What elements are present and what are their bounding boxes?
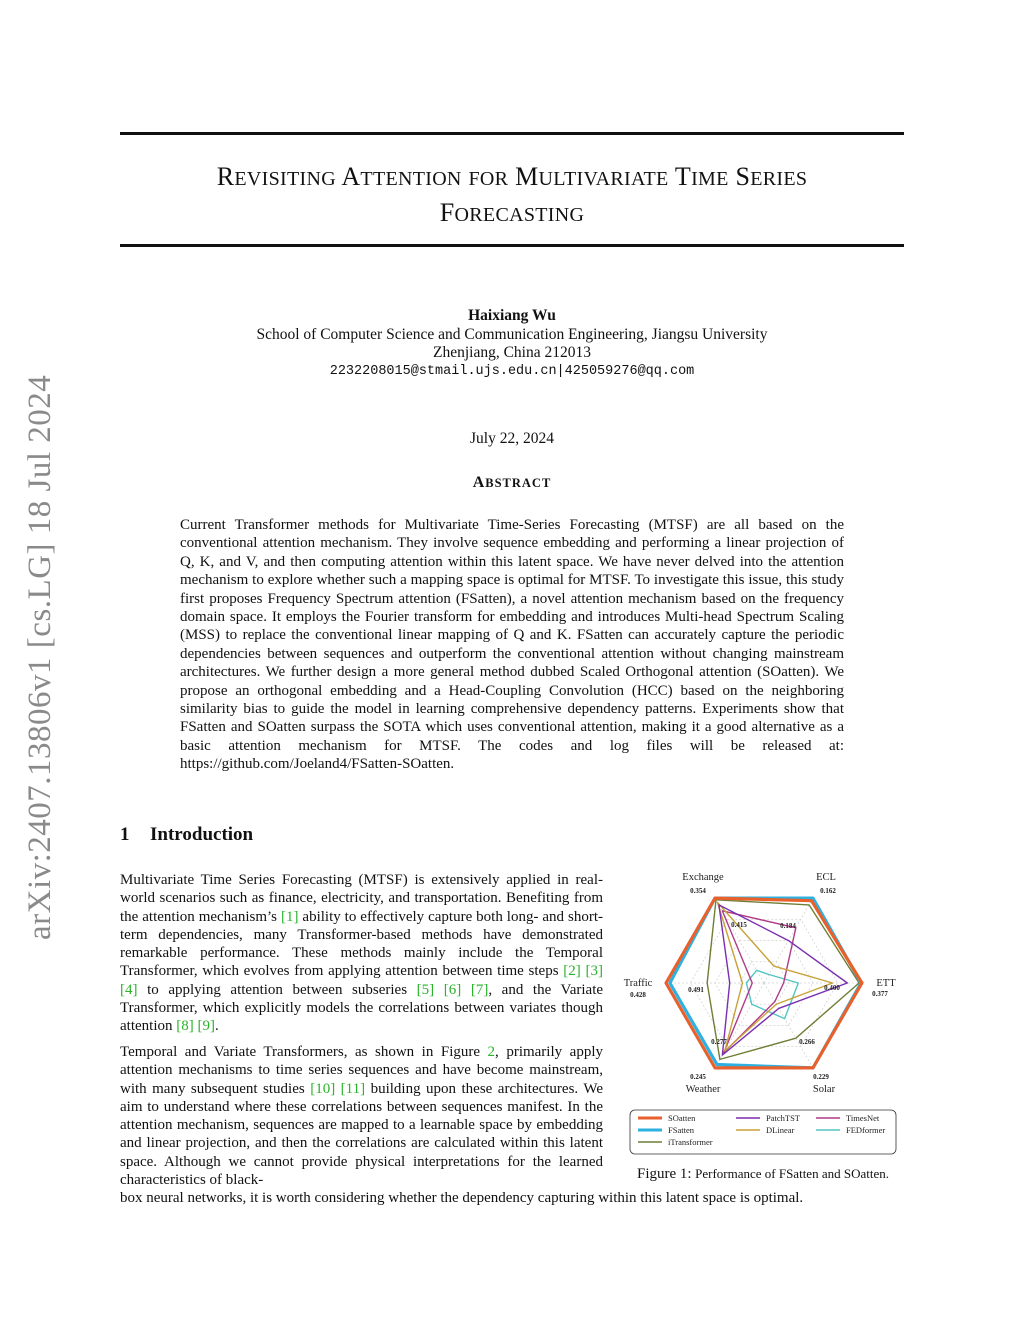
paragraph-text [434, 982, 444, 998]
axis-value-label: 0.377 [872, 990, 888, 998]
axis-label-exchange: Exchange [682, 872, 724, 883]
title-word: REVISITING [216, 162, 336, 191]
title-word: TIME [674, 162, 729, 191]
author-emails[interactable]: 2232208015@stmail.ujs.edu.cn|425059276@qq.com [329, 364, 695, 379]
paper-title [120, 160, 904, 232]
axis-value-label: 0.277 [711, 1038, 727, 1046]
paragraph-text: Temporal and Variate Transformers, as shown in Figure [120, 1044, 488, 1060]
radar-chart-figure [618, 866, 908, 1156]
axis-value-label: 0.415 [731, 921, 747, 929]
paragraph-text [461, 982, 471, 998]
section-heading-introduction [120, 824, 253, 846]
abstract-heading [120, 474, 904, 492]
citation-link[interactable]: [8] [176, 1018, 194, 1035]
legend-label: PatchTST [766, 1113, 800, 1123]
abstract-heading-rest: BSTRACT [485, 476, 552, 490]
axis-label-weather: Weather [685, 1084, 721, 1095]
legend-label: TimesNet [846, 1113, 880, 1123]
title-top-rule [120, 132, 904, 135]
axis-value-label: 0.491 [688, 986, 704, 994]
paragraph-text: to applying attention between subseries [137, 981, 417, 998]
arxiv-identifier-stamp[interactable]: arXiv:2407.13806v1 [cs.LG] 18 Jul 2024 [22, 374, 58, 940]
abstract-heading-initial: A [472, 474, 486, 491]
intro-paragraph-1 [120, 871, 603, 1036]
figure-caption-text: Performance of FSatten and SOatten. [695, 1166, 889, 1181]
axis-value-label: 0.266 [799, 1038, 815, 1046]
citation-link[interactable]: [6] [443, 981, 462, 998]
citation-link[interactable]: 2 [487, 1044, 496, 1060]
legend-label: SOatten [668, 1113, 696, 1123]
citation-link[interactable]: [10] [310, 1080, 336, 1097]
legend-label: DLinear [766, 1125, 795, 1135]
series-line-timesnet [722, 911, 796, 1053]
axis-value-label: 0.229 [813, 1073, 829, 1081]
author-name: Haixiang Wu [468, 307, 556, 324]
citation-link[interactable]: [7] [470, 981, 489, 998]
section-title: Introduction [150, 824, 254, 845]
affiliation-line-2: Zhenjiang, China 212013 [433, 344, 591, 361]
paragraph-text: , primarily apply attention mechanisms to time series sequences and have become mainstream, with many subsequent studies [120, 1044, 603, 1097]
intro-paragraph-2-tail: box neural networks, it is worth considering whether the dependency capturing within this latent space is optimal. [120, 1190, 804, 1206]
title-word: FOR [468, 168, 509, 190]
affiliation-line-1: School of Computer Science and Communication Engineering, Jiangsu University [256, 326, 768, 343]
citation-link[interactable]: [11] [340, 1080, 366, 1097]
paragraph-text: building upon these architectures. We aim to understand where these correlations between sequences manifest. In the attention mechanism, sequences are mapped to a learnable space by embedding and linear projection, and then the correlations are calculated within this latent space. Although we cannot provide physical interpretations for the learned characteristics of black- [120, 1080, 603, 1189]
figure-caption [618, 1166, 908, 1183]
title-word: FORECASTING [439, 198, 585, 227]
axis-value-label: 0.184 [780, 922, 796, 930]
axis-label-solar: Solar [812, 1084, 836, 1095]
citation-link[interactable]: [1] [280, 908, 299, 925]
paragraph-text: . [215, 1018, 219, 1035]
title-word: MULTIVARIATE [515, 162, 669, 191]
paragraph-text: , and the Variate Transformer, which explicitly models the correlations between variates though attention [120, 981, 604, 1035]
legend-label: iTransformer [668, 1137, 713, 1147]
title-word: SERIES [735, 162, 808, 191]
paper-date: July 22, 2024 [470, 430, 554, 447]
citation-link[interactable]: [3] [585, 963, 603, 980]
citation-link[interactable]: [9] [197, 1018, 215, 1035]
citation-link[interactable]: [2] [563, 963, 581, 980]
paragraph-text: Multivariate Time Series Forecasting (MTSF) is extensively applied in real-world scenarios such as finance, electricity, and transportation. Benefiting from the attention mechanism’s [120, 872, 603, 925]
abstract-body: Current Transformer methods for Multivariate Time-Series Forecasting (MTSF) are all based on the conventional attention mechanism. They involve sequence embedding and performing a linear projection of Q, K, and V, and then computing attention within this latent space. We have never delved into the attention mechanism to explore whether such a mapping space is optimal for MTSF. To investigate this issue, this study first proposes Frequency Spectrum attention (FSatten), a novel attention mechanism based on the frequency domain space. It employs the Fourier transform for embedding and introduces Multi-head Spectrum Scaling (MSS) to replace the conventional linear mapping of Q and K. FSatten can accurately capture the periodic dependencies between sequences and outperform the conventional attention without changing mainstream architectures. We further design a more general method dubbed Scaled Orthogonal attention (SOatten). We propose an orthogonal embedding and a Head-Coupling Convolution (HCC) based on the neighboring similarity bias to guide the model in learning comprehensive dependency patterns. Experiments show that FSatten and SOatten surpass the SOTA which uses conventional attention, making it a good alternative as a basic attention mechanism for MTSF. The codes and log files will be released at: https://github.com/Joeland4/FSatten-SOatten. [180, 517, 844, 773]
paragraph-text: ability to effectively capture both long- and short-term dependencies, many Transformer-based methods have demonstrated remarkable performance. These methods mainly include the Temporal Transformer, which evolves from applying attention between time steps [120, 908, 603, 980]
legend-label: FEDformer [846, 1125, 886, 1135]
axis-label-ecl: ECL [816, 872, 836, 883]
axis-label-ett: ETT [876, 978, 896, 989]
legend-label: FSatten [668, 1125, 694, 1135]
axis-value-label: 0.162 [820, 887, 836, 895]
axis-label-traffic: Traffic [623, 978, 653, 989]
section-number: 1 [120, 824, 130, 845]
intro-paragraph-2 [120, 1043, 603, 1189]
figure-caption-label: Figure 1: [637, 1166, 692, 1182]
title-bottom-rule [120, 244, 904, 247]
axis-value-label: 0.400 [824, 984, 840, 992]
title-word: ATTENTION [341, 162, 462, 191]
series-line-fedformer [746, 970, 798, 1018]
citation-link[interactable]: [4] [120, 981, 138, 998]
axis-value-label: 0.354 [690, 887, 706, 895]
citation-link[interactable]: [5] [416, 981, 435, 998]
axis-value-label: 0.428 [630, 991, 646, 999]
axis-value-label: 0.245 [690, 1073, 706, 1081]
